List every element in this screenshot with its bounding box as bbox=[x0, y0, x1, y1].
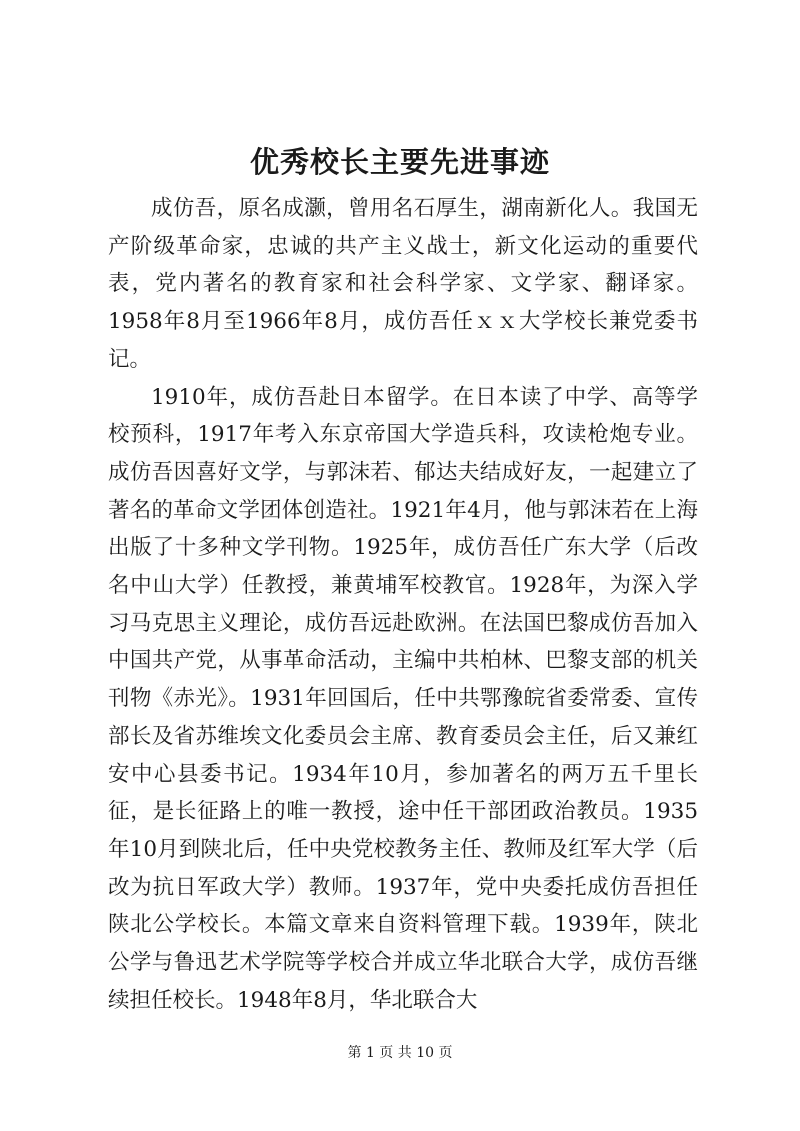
page-number-footer: 第 1 页 共 10 页 bbox=[347, 1045, 453, 1061]
paragraph-2: 1910年，成仿吾赴日本留学。在日本读了中学、高等学校预科，1917年考入东京帝国大学造兵科，攻读枪炮专业。成仿吾因喜好文学，与郭沫若、郁达夫结成好友，一起建立了著名的革命文学团体创造社。1921年4月，他与郭沫若在上海出版了十多种文学刊物。1925年，成仿吾任广东大学（后改名中山大学）任教授，兼黄埔军校教官。1928年，为深入学习马克思主义理论，成仿吾远赴欧洲。在法国巴黎成仿吾加入中国共产党，从事革命活动，主编中共柏林、巴黎支部的机关刊物《赤光》。1931年回国后，任中共鄂豫皖省委常委、宣传部长及省苏维埃文化委员会主席、教育委员会主任，后又兼红安中心县委书记。1934年10月，参加著名的两万五千里长征，是长征路上的唯一教授，途中任干部团政治教员。1935年10月到陕北后，任中央党校教务主任、教师及红军大学（后改为抗日军政大学）教师。1937年，党中央委托成仿吾担任陕北公学校长。本篇文章来自资料管理下载。1939年，陕北公学与鲁迅艺术学院等学校合并成立华北联合大学，成仿吾继续担任校长。1948年8月，华北联合大 bbox=[108, 384, 698, 1013]
paragraph-1: 成仿吾，原名成灏，曾用名石厚生，湖南新化人。我国无产阶级革命家，忠诚的共产主义战士，新文化运动的重要代表，党内著名的教育家和社会科学家、文学家、翻译家。1958年8月至1966年8月，成仿吾任ｘｘ大学校长兼党委书记。 bbox=[108, 196, 698, 372]
document-body bbox=[108, 190, 698, 1019]
document-title: 优秀校长主要先进事迹 bbox=[249, 145, 550, 179]
